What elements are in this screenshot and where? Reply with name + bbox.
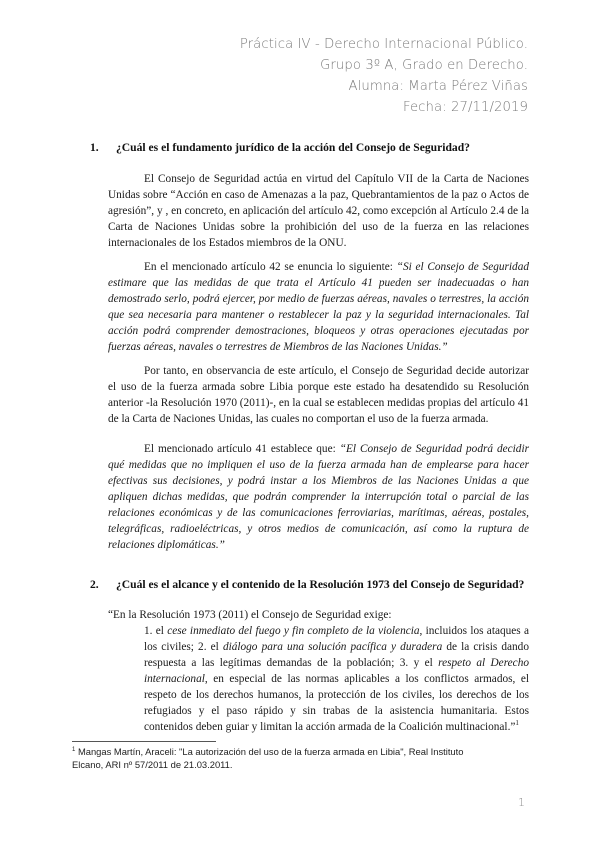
- question-1-heading: [90, 140, 530, 156]
- footnote-mark: 1: [72, 746, 76, 753]
- q2-resolution-demands: [144, 623, 529, 735]
- q1-paragraph-2-lead: En el mencionado artículo 42 se enuncia lo siguiente:: [144, 261, 397, 273]
- demand-1-lead: 1. el: [144, 625, 168, 637]
- footnote-separator: [72, 741, 216, 742]
- page-number: 1: [518, 796, 525, 809]
- header-course: Práctica IV - Derecho Internacional Público.: [239, 37, 528, 52]
- demand-international-law: respeto al Derecho internacional: [144, 657, 529, 685]
- demand-2-lead: , incluidos los ataques a los civiles; 2. el: [144, 625, 529, 653]
- q1-paragraph-1: El Consejo de Seguridad actúa en virtud del Capítulo VII de la Carta de Naciones Unidas sobre “Acción en caso de Amenazas a la paz, Quebrantamientos de la paz o Actos de agresión”, y , en concreto, en aplicación del artículo 42, como excepción al Artículo 2.4 de la Carta de Naciones Unidas sobre la prohibición del uso de la fuerza en las relaciones internacionales de los Estados miembros de la ONU.: [108, 173, 529, 249]
- demand-tail: , en especial de las normas aplicables a los conflictos armados, el respeto de los derechos humanos, la protección de los civiles, los derechos de los refugiados y el paso rápido y sin trabas de la asistencia humanitaria. Estos contenidos deben guiar y limitan la acción armada de la Coalición multinacional.”: [144, 673, 529, 733]
- question-2-title: ¿Cuál es el alcance y el contenido de la Resolución 1973 del Consejo de Seguridad?: [116, 578, 525, 591]
- header-student: Alumna: Marta Pérez Viñas: [348, 79, 528, 94]
- q1-paragraph-4: [108, 441, 529, 553]
- q1-paragraph-3: Por tanto, en observancia de este artículo, el Consejo de Seguridad decide autorizar el uso de la fuerza armada sobre Libia porque este estado ha desatendido su Resolución anterior -la Resolución 1970 (2011)-, en la cual se establecen medidas propias del artículo 41 de la Carta de Naciones Unidas, las cuales no comportan el uso de la fuerza armada.: [108, 365, 529, 425]
- article-41-quote: “El Consejo de Seguridad podrá decidir qué medidas que no impliquen el uso de la fuerza armada han de emplearse para hacer efectivas sus decisiones, y podrá instar a los Miembros de las Naciones Unidas a que apliquen dichas medidas, que podrán comprender la interrupción total o parcial de las relaciones económicas y de las comunicaciones ferroviarias, marítimas, aéreas, postales, telegráficas, radioeléctricas, y otros medios de comunicación, así como la ruptura de relaciones diplomáticas.”: [108, 443, 529, 551]
- footnote-text: Mangas Martín, Araceli: "La autorización del uso de la fuerza armada en Libia", Real Instituto Elcano, ARI nº 57/2011 de 21.03.2011.: [72, 746, 464, 770]
- demand-ceasefire: cese inmediato del fuego y fin completo de la violencia: [167, 625, 420, 637]
- question-2-heading: [90, 577, 530, 593]
- question-1-number: 1.: [90, 141, 99, 154]
- article-42-quote: “Si el Consejo de Seguridad estimare que las medidas de que trata el Artículo 41 pueden ser inadecuadas o han demostrado serlo, podrá ejercer, por medio de fuerzas aéreas, navales o terrestres, la acción que sea necesaria para mantener o restablecer la paz y la seguridad internacionales. Tal acción podrá comprender demostraciones, bloqueos y otras operaciones ejecutadas por fuerzas aéreas, navales o terrestres de Miembros de las Naciones Unidas.”: [108, 261, 529, 353]
- footnote-reference[interactable]: 1: [515, 719, 519, 728]
- document-header: [240, 34, 528, 118]
- q1-paragraph-4-lead: El mencionado artículo 41 establece que:: [144, 443, 340, 455]
- header-date: Fecha: 27/11/2019: [402, 100, 528, 115]
- header-group: Grupo 3º A, Grado en Derecho.: [320, 58, 528, 73]
- demand-dialogue: diálogo para una solución pacífica y duradera: [222, 641, 443, 653]
- footnote-1: [72, 745, 492, 771]
- demand-3-lead: de la crisis dando respuesta a las legítimas demandas de la población; 3. y el: [144, 641, 529, 669]
- question-1-title: ¿Cuál es el fundamento jurídico de la acción del Consejo de Seguridad?: [116, 141, 470, 154]
- q1-paragraph-2: [108, 259, 529, 355]
- question-2-number: 2.: [90, 578, 99, 591]
- q2-quote-intro: “En la Resolución 1973 (2011) el Consejo de Seguridad exige:: [108, 609, 392, 621]
